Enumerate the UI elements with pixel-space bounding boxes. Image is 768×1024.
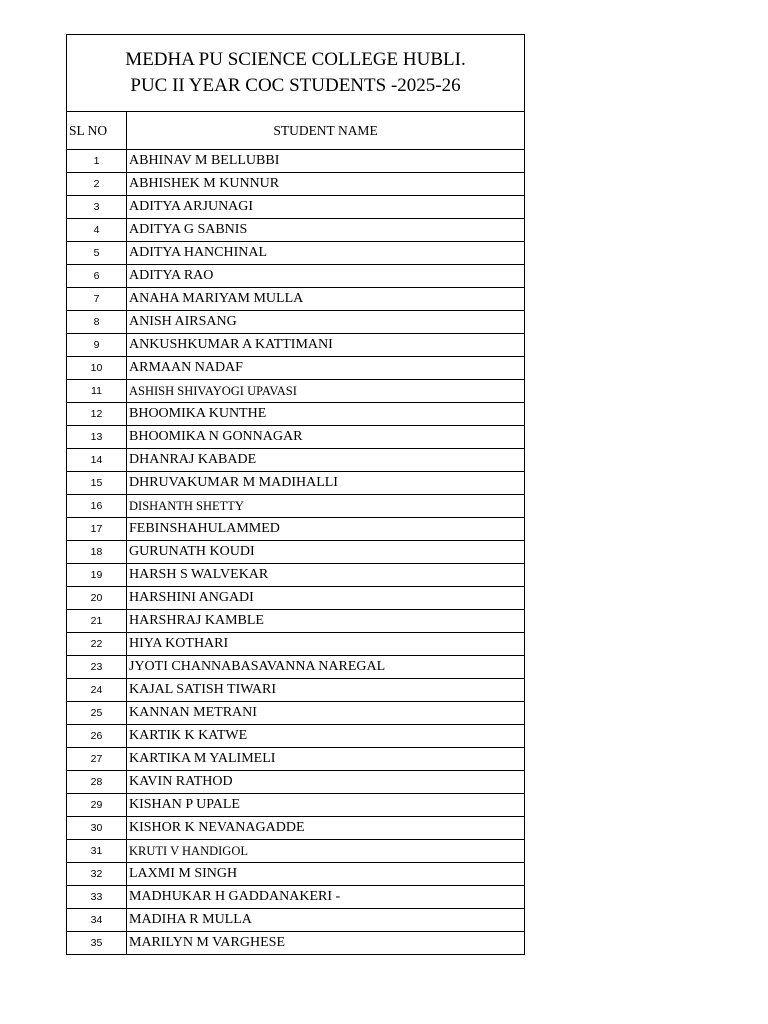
serial-number-cell: 22: [67, 633, 127, 656]
table-row: [67, 909, 525, 932]
student-name-cell: BHOOMIKA KUNTHE: [127, 403, 525, 426]
student-name-cell: DHANRAJ KABADE: [127, 449, 525, 472]
table-row: [67, 932, 525, 955]
student-name-cell: MARILYN M VARGHESE: [127, 932, 525, 955]
student-name-cell: ANAHA MARIYAM MULLA: [127, 288, 525, 311]
serial-number-cell: 4: [67, 219, 127, 242]
serial-number-cell: 9: [67, 334, 127, 357]
table-row: [67, 472, 525, 495]
serial-number-cell: 5: [67, 242, 127, 265]
table-row: [67, 403, 525, 426]
student-name-cell: KRUTI V HANDIGOL: [127, 840, 525, 863]
serial-number-cell: 15: [67, 472, 127, 495]
student-name-cell: KISHAN P UPALE: [127, 794, 525, 817]
student-name-cell: KISHOR K NEVANAGADDE: [127, 817, 525, 840]
serial-number-cell: 2: [67, 173, 127, 196]
table-row: [67, 311, 525, 334]
serial-number-cell: 10: [67, 357, 127, 380]
serial-number-cell: 26: [67, 725, 127, 748]
student-name-cell: HARSH S WALVEKAR: [127, 564, 525, 587]
serial-number-cell: 33: [67, 886, 127, 909]
table-row: [67, 725, 525, 748]
serial-number-cell: 25: [67, 702, 127, 725]
student-name-cell: ANISH AIRSANG: [127, 311, 525, 334]
serial-number-cell: 11: [67, 380, 127, 403]
student-name-cell: ARMAAN NADAF: [127, 357, 525, 380]
student-name-cell: BHOOMIKA N GONNAGAR: [127, 426, 525, 449]
serial-number-cell: 6: [67, 265, 127, 288]
table-row: [67, 587, 525, 610]
serial-number-cell: 29: [67, 794, 127, 817]
student-name-cell: ANKUSHKUMAR A KATTIMANI: [127, 334, 525, 357]
student-name-cell: ABHISHEK M KUNNUR: [127, 173, 525, 196]
serial-number-cell: 8: [67, 311, 127, 334]
serial-number-cell: 35: [67, 932, 127, 955]
student-name-cell: KARTIKA M YALIMELI: [127, 748, 525, 771]
table-row: [67, 380, 525, 403]
serial-number-cell: 28: [67, 771, 127, 794]
table-row: [67, 702, 525, 725]
table-row: [67, 541, 525, 564]
document-title: [67, 35, 525, 112]
table-row: [67, 173, 525, 196]
table-row: [67, 840, 525, 863]
student-name-cell: ADITYA G SABNIS: [127, 219, 525, 242]
table-row: [67, 495, 525, 518]
serial-number-cell: 20: [67, 587, 127, 610]
student-name-cell: ADITYA HANCHINAL: [127, 242, 525, 265]
table-row: [67, 748, 525, 771]
student-name-cell: LAXMI M SINGH: [127, 863, 525, 886]
table-row: [67, 334, 525, 357]
student-name-cell: KARTIK K KATWE: [127, 725, 525, 748]
column-header-student-name: STUDENT NAME: [127, 112, 525, 150]
table-row: [67, 357, 525, 380]
serial-number-cell: 31: [67, 840, 127, 863]
table-row: [67, 518, 525, 541]
student-name-cell: KAVIN RATHOD: [127, 771, 525, 794]
serial-number-cell: 23: [67, 656, 127, 679]
column-header-sl-no: SL NO: [67, 112, 127, 150]
table-row: [67, 863, 525, 886]
student-name-cell: KANNAN METRANI: [127, 702, 525, 725]
list-subtitle: PUC II YEAR COC STUDENTS -2025-26: [130, 75, 461, 96]
table-row: [67, 794, 525, 817]
student-name-cell: FEBINSHAHULAMMED: [127, 518, 525, 541]
table-row: [67, 817, 525, 840]
table-row: [67, 242, 525, 265]
student-list-table: [66, 34, 525, 955]
serial-number-cell: 12: [67, 403, 127, 426]
table-row: [67, 656, 525, 679]
serial-number-cell: 14: [67, 449, 127, 472]
serial-number-cell: 1: [67, 150, 127, 173]
table-row: [67, 265, 525, 288]
student-name-cell: GURUNATH KOUDI: [127, 541, 525, 564]
table-row: [67, 679, 525, 702]
student-name-cell: HARSHINI ANGADI: [127, 587, 525, 610]
serial-number-cell: 34: [67, 909, 127, 932]
student-name-cell: DHRUVAKUMAR M MADIHALLI: [127, 472, 525, 495]
student-name-cell: MADHUKAR H GADDANAKERI -: [127, 886, 525, 909]
table-row: [67, 633, 525, 656]
serial-number-cell: 13: [67, 426, 127, 449]
serial-number-cell: 30: [67, 817, 127, 840]
serial-number-cell: 16: [67, 495, 127, 518]
serial-number-cell: 27: [67, 748, 127, 771]
college-name: MEDHA PU SCIENCE COLLEGE HUBLI.: [125, 49, 466, 70]
student-name-cell: ADITYA RAO: [127, 265, 525, 288]
table-row: [67, 886, 525, 909]
table-row: [67, 219, 525, 242]
student-name-cell: ABHINAV M BELLUBBI: [127, 150, 525, 173]
student-name-cell: HARSHRAJ KAMBLE: [127, 610, 525, 633]
serial-number-cell: 24: [67, 679, 127, 702]
serial-number-cell: 32: [67, 863, 127, 886]
student-name-cell: ADITYA ARJUNAGI: [127, 196, 525, 219]
student-name-cell: ASHISH SHIVAYOGI UPAVASI: [127, 380, 525, 403]
table-row: [67, 449, 525, 472]
student-name-cell: KAJAL SATISH TIWARI: [127, 679, 525, 702]
table-row: [67, 771, 525, 794]
serial-number-cell: 7: [67, 288, 127, 311]
student-name-cell: HIYA KOTHARI: [127, 633, 525, 656]
serial-number-cell: 18: [67, 541, 127, 564]
table-row: [67, 426, 525, 449]
table-row: [67, 150, 525, 173]
serial-number-cell: 17: [67, 518, 127, 541]
serial-number-cell: 19: [67, 564, 127, 587]
serial-number-cell: 3: [67, 196, 127, 219]
serial-number-cell: 21: [67, 610, 127, 633]
student-name-cell: DISHANTH SHETTY: [127, 495, 525, 518]
table-row: [67, 610, 525, 633]
table-row: [67, 196, 525, 219]
student-name-cell: MADIHA R MULLA: [127, 909, 525, 932]
student-name-cell: JYOTI CHANNABASAVANNA NAREGAL: [127, 656, 525, 679]
table-row: [67, 288, 525, 311]
column-header-row: [67, 112, 525, 150]
table-row: [67, 564, 525, 587]
